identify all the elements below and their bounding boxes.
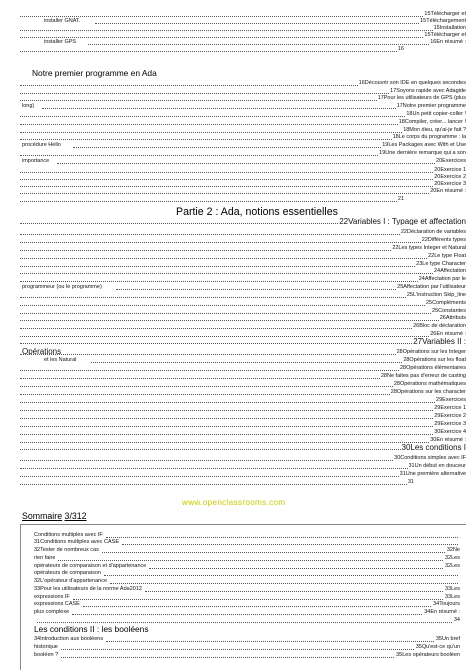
toc-entry[interactable]: 30En résumé : bbox=[430, 437, 466, 443]
section-title-first-program: Notre premier programme en Ada bbox=[32, 68, 157, 78]
dot-leader bbox=[20, 16, 423, 17]
dot-leader bbox=[20, 442, 429, 443]
dot-leader bbox=[20, 85, 358, 86]
dot-leader bbox=[20, 418, 433, 419]
toc-line-prefix[interactable]: procédure Hello bbox=[22, 142, 61, 148]
dot-leader bbox=[20, 179, 433, 180]
dot-leader bbox=[73, 147, 382, 148]
dot-leader bbox=[20, 394, 390, 395]
toc-entry[interactable]: 28Opérations mathématiques bbox=[393, 381, 466, 387]
toc-entry[interactable]: 26Bloc de déclaration bbox=[413, 323, 466, 329]
summary-line-left[interactable]: historique bbox=[34, 644, 58, 650]
dot-leader bbox=[20, 476, 399, 477]
summary-line-left[interactable]: 32Tester de nombreux cas bbox=[34, 547, 99, 553]
toc-entry[interactable]: 26Attributs bbox=[439, 315, 466, 321]
section-title-conditions-ii: Les conditions II : les booléens bbox=[34, 624, 149, 634]
dot-leader bbox=[20, 37, 423, 38]
toc-entry[interactable]: 30Les conditions I bbox=[401, 444, 466, 451]
toc-entry[interactable]: 26En résumé : bbox=[430, 331, 466, 337]
dot-leader bbox=[20, 354, 396, 355]
toc-entry[interactable]: 20Exercice 1 bbox=[434, 167, 466, 173]
toc-entry[interactable]: 19Une dernière remarque qui a son bbox=[379, 150, 466, 156]
toc-entry[interactable]: 22Différents types bbox=[421, 237, 466, 243]
dot-leader bbox=[20, 336, 429, 337]
toc-entry[interactable]: 18Le corps du programme : la bbox=[392, 134, 466, 140]
dot-leader bbox=[20, 410, 433, 411]
dot-leader bbox=[110, 583, 458, 584]
dot-leader bbox=[122, 544, 458, 545]
toc-entry[interactable]: 27Variables II : bbox=[413, 338, 466, 345]
summary-line-left[interactable]: expressions IF bbox=[34, 594, 70, 600]
dot-leader bbox=[61, 657, 394, 658]
toc-entry[interactable]: 29Exercices bbox=[436, 397, 466, 403]
dot-leader bbox=[20, 328, 412, 329]
toc-entry[interactable]: 16En résumé : bbox=[430, 39, 466, 45]
footer-url[interactable]: www.openclassrooms.com bbox=[182, 498, 286, 507]
summary-line-right[interactable]: 35Qu'est-ce qu'un bbox=[415, 644, 460, 650]
toc-entry[interactable]: 28Opérations sur les Integer bbox=[396, 349, 466, 355]
toc-entry[interactable]: 22Le type Float bbox=[428, 253, 466, 259]
toc-line-prefix[interactable]: programmeur (ou le programme) bbox=[22, 284, 102, 290]
summary-line-left[interactable]: 31Conditions multiples avec CASE bbox=[34, 539, 119, 545]
dot-leader bbox=[20, 313, 431, 314]
summary-line-right[interactable]: 33Les bbox=[445, 594, 460, 600]
dot-leader bbox=[57, 163, 435, 164]
toc-entry[interactable]: 28Opérations sur les float bbox=[403, 357, 466, 363]
summary-line-left[interactable]: expressions CASE bbox=[34, 601, 80, 607]
toc-entry[interactable]: 15Installation bbox=[433, 25, 466, 31]
dot-leader bbox=[20, 449, 401, 450]
dot-leader bbox=[20, 193, 429, 194]
toc-entry[interactable]: 18Mon dieu, qu'ai-je fait ? bbox=[403, 127, 466, 133]
dot-leader bbox=[20, 250, 391, 251]
summary-line-right[interactable]: 34En résumé : bbox=[424, 609, 460, 615]
summary-line-left[interactable]: Conditions multiples avec IF bbox=[34, 532, 103, 538]
dot-leader bbox=[116, 289, 396, 290]
dot-leader bbox=[20, 378, 380, 379]
toc-entry[interactable]: 20Exercice 2 bbox=[434, 174, 466, 180]
toc-line-prefix[interactable]: et les Natural bbox=[44, 357, 77, 363]
dot-leader bbox=[20, 132, 402, 133]
dot-leader bbox=[20, 201, 397, 202]
toc-entry[interactable]: 25Affectation par l'utilisateur bbox=[397, 284, 466, 290]
dot-leader bbox=[145, 591, 443, 592]
dot-leader bbox=[20, 281, 418, 282]
toc-entry[interactable]: 31 bbox=[407, 479, 414, 485]
summary-title: Sommaire bbox=[22, 511, 63, 521]
summary-header bbox=[22, 511, 87, 521]
toc-entry[interactable]: 30Conditions simples avec IF bbox=[394, 455, 466, 461]
dot-leader bbox=[102, 552, 445, 553]
summary-line-left[interactable]: 34Introduction aux booléens bbox=[34, 636, 104, 642]
toc-entry[interactable]: 20Exercice 3 bbox=[434, 181, 466, 187]
toc-entry[interactable]: 24Affectation par le bbox=[418, 276, 466, 282]
dot-leader bbox=[91, 362, 402, 363]
toc-line-prefix[interactable]: installer GNAT. bbox=[44, 18, 81, 24]
toc-entry[interactable]: 30Exercice 4 bbox=[434, 429, 466, 435]
toc-entry[interactable]: 28Opérations élémentaires bbox=[399, 365, 466, 371]
summary-line-left[interactable]: booléen ? bbox=[34, 652, 59, 658]
dot-leader bbox=[104, 575, 458, 576]
summary-line-left[interactable]: 33Pour les utilisateurs de la norme Ada2012 bbox=[34, 586, 142, 592]
toc-entry[interactable]: 17Soyons rapide avec Adagide bbox=[390, 88, 466, 94]
summary-line-right[interactable]: 33Les bbox=[445, 586, 460, 592]
dot-leader bbox=[20, 484, 407, 485]
summary-page-number: 3/312 bbox=[64, 511, 87, 521]
dot-leader bbox=[20, 273, 433, 274]
dot-leader bbox=[20, 139, 392, 140]
dot-leader bbox=[20, 30, 433, 31]
dot-leader bbox=[20, 242, 421, 243]
toc-entry[interactable]: 22Variables I : Typage et affectation bbox=[339, 218, 466, 225]
dot-leader bbox=[20, 223, 338, 224]
toc-entry[interactable]: 17Notre premier programme bbox=[396, 103, 466, 109]
toc-entry[interactable]: 15Télécharger et bbox=[424, 32, 466, 38]
summary-line-right[interactable]: 34 bbox=[453, 617, 460, 623]
toc-entry[interactable]: 21 bbox=[397, 196, 404, 202]
dot-leader bbox=[106, 537, 458, 538]
dot-leader bbox=[61, 649, 414, 650]
dot-leader bbox=[88, 44, 429, 45]
summary-line-right[interactable]: 35Les opérateurs booléen bbox=[396, 652, 460, 658]
toc-entry[interactable]: 28Opérations sur les character bbox=[390, 389, 466, 395]
dot-leader bbox=[20, 155, 378, 156]
toc-entry[interactable]: 24Affectation bbox=[433, 268, 466, 274]
toc-entry[interactable]: 25Compléments bbox=[425, 300, 466, 306]
summary-line-right[interactable]: 32Les bbox=[445, 555, 460, 561]
dot-leader bbox=[20, 305, 425, 306]
dot-leader bbox=[20, 426, 433, 427]
toc-line-prefix[interactable]: Opérations bbox=[22, 348, 62, 355]
dot-leader bbox=[20, 116, 405, 117]
toc-entry[interactable]: 15Téléchargement bbox=[420, 18, 466, 24]
toc-entry[interactable]: 25L'instruction Skip_line bbox=[406, 292, 466, 298]
dot-leader bbox=[20, 258, 427, 259]
dot-leader bbox=[20, 172, 433, 173]
dot-leader bbox=[37, 622, 452, 623]
toc-entry[interactable]: 20Exercices bbox=[436, 158, 466, 164]
part-2-title: Partie 2 : Ada, notions essentielles bbox=[176, 206, 338, 218]
dot-leader bbox=[20, 468, 408, 469]
dot-leader bbox=[20, 386, 393, 387]
toc-entry[interactable]: 25Constantes bbox=[432, 308, 466, 314]
toc-entry[interactable]: 22Déclaration de variables bbox=[400, 229, 466, 235]
dot-leader bbox=[83, 606, 431, 607]
toc-entry[interactable]: 20En résumé : bbox=[430, 188, 466, 194]
dot-leader bbox=[20, 186, 433, 187]
toc-entry[interactable]: 18Un petit copier-coller ! bbox=[406, 111, 466, 117]
dot-leader bbox=[58, 560, 443, 561]
toc-entry[interactable]: 28Ne faites pas d'erreur de casting bbox=[380, 373, 466, 379]
toc-line-prefix[interactable]: importance bbox=[22, 158, 50, 164]
summary-line-left[interactable]: plus complexe bbox=[34, 609, 70, 615]
dot-leader bbox=[20, 124, 398, 125]
summary-line-left[interactable]: rien faire bbox=[34, 555, 56, 561]
toc-entry[interactable]: 29Exercice 3 bbox=[434, 421, 466, 427]
toc-entry[interactable]: 15Télécharger et bbox=[424, 11, 466, 17]
summary-line-right[interactable]: 32Ne bbox=[446, 547, 460, 553]
dot-leader bbox=[42, 108, 396, 109]
summary-line-left[interactable]: opérateurs de comparaison bbox=[34, 570, 101, 576]
summary-line-right[interactable]: 34Toujours bbox=[433, 601, 460, 607]
dot-leader bbox=[72, 614, 422, 615]
dot-leader bbox=[20, 93, 389, 94]
toc-entry[interactable]: 23Le type Character bbox=[416, 261, 466, 267]
dot-leader bbox=[73, 599, 443, 600]
dot-leader bbox=[20, 100, 377, 101]
dot-leader bbox=[20, 370, 399, 371]
toc-entry[interactable]: 18Compiler, créer... lancer ! bbox=[398, 119, 466, 125]
toc-entry[interactable]: 29Exercice 2 bbox=[434, 413, 466, 419]
dot-leader bbox=[20, 343, 412, 344]
toc-entry[interactable]: 16Découvrir son IDE en quelques secondes bbox=[358, 80, 466, 86]
dot-leader bbox=[20, 266, 415, 267]
dot-leader bbox=[95, 23, 420, 24]
toc-line-prefix[interactable]: installer GPS bbox=[44, 39, 77, 45]
dot-leader bbox=[20, 402, 435, 403]
toc-entry[interactable]: 29Exercice 1 bbox=[434, 405, 466, 411]
dot-leader bbox=[20, 51, 397, 52]
summary-line-left[interactable]: opérateurs de comparaison et d'appartenance bbox=[34, 563, 147, 569]
dot-leader bbox=[106, 641, 434, 642]
toc-entry[interactable]: 22Les types Integer et Natural bbox=[392, 245, 466, 251]
toc-entry[interactable]: 31Une première alternative bbox=[399, 471, 466, 477]
toc-entry[interactable]: 19Les Packages avec With et Use bbox=[382, 142, 466, 148]
toc-entry[interactable]: 31Un début en douceur bbox=[408, 463, 466, 469]
summary-line-left[interactable]: 32L'opérateur d'appartenance bbox=[34, 578, 108, 584]
summary-line-right[interactable]: 35Un bref bbox=[435, 636, 460, 642]
dot-leader bbox=[149, 568, 443, 569]
summary-line-right[interactable]: 32Les bbox=[445, 563, 460, 569]
toc-entry[interactable]: 16 bbox=[397, 46, 404, 52]
dot-leader bbox=[20, 460, 393, 461]
dot-leader bbox=[20, 320, 439, 321]
toc-entry[interactable]: 17Pour les utilisateurs de GPS (plus bbox=[377, 95, 466, 101]
dot-leader bbox=[20, 434, 433, 435]
toc-line-prefix[interactable]: long) bbox=[22, 103, 35, 109]
dot-leader bbox=[20, 234, 400, 235]
dot-leader bbox=[20, 297, 406, 298]
